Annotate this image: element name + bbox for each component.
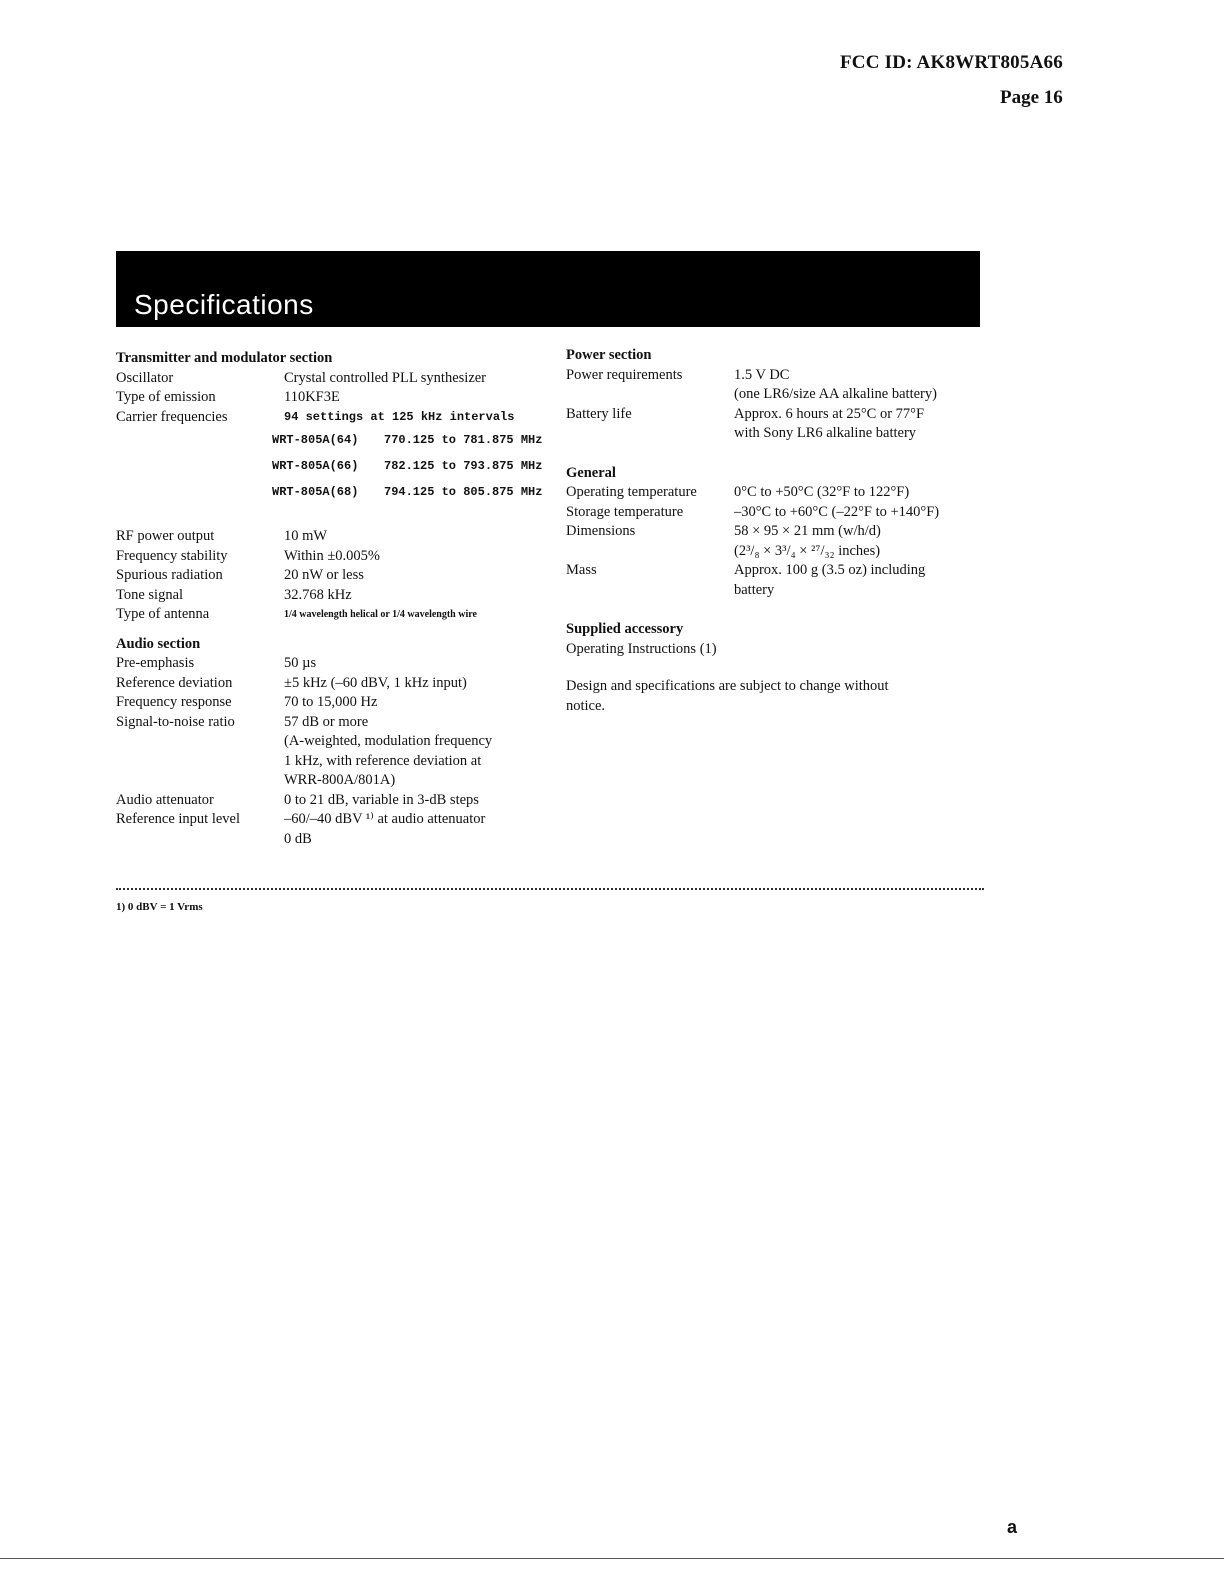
spec-label: Type of antenna bbox=[116, 606, 210, 622]
notice-line: Design and specifications are subject to change without bbox=[566, 678, 889, 694]
spec-label: Type of emission bbox=[116, 389, 216, 405]
spec-row-preemphasis bbox=[116, 654, 566, 674]
spec-label: Reference input level bbox=[116, 811, 240, 827]
spec-row-emission bbox=[116, 388, 566, 408]
spec-value: 110KF3E bbox=[284, 389, 340, 405]
spec-label: Oscillator bbox=[116, 369, 174, 386]
spec-label: Signal-to-noise ratio bbox=[116, 713, 235, 730]
spec-row-op-temp bbox=[566, 483, 986, 503]
spec-label: Storage temperature bbox=[566, 503, 684, 520]
mass-line: Approx. 100 g (3.5 oz) including bbox=[734, 562, 926, 578]
corner-mark: a bbox=[1007, 1517, 1018, 1537]
spec-row-power-req bbox=[566, 366, 986, 405]
carrier-model-row bbox=[116, 479, 566, 505]
ref-input-line: –60/–40 dBV ¹⁾ at audio attenuator bbox=[284, 811, 486, 827]
spec-label: Operating temperature bbox=[566, 484, 697, 500]
fcc-id: FCC ID: AK8WRT805A66 bbox=[840, 52, 1063, 73]
spec-label: Spurious radiation bbox=[116, 567, 223, 583]
model-range: 782.125 to 793.875 MHz bbox=[384, 459, 543, 473]
spec-row-rf-power bbox=[116, 527, 566, 547]
spec-value: 0 to 21 dB, variable in 3-dB steps bbox=[284, 791, 479, 808]
spec-value: 20 nW or less bbox=[284, 567, 364, 583]
spec-label: Mass bbox=[566, 562, 597, 578]
model-name: WRT-805A(64) bbox=[272, 433, 359, 447]
spec-value bbox=[734, 561, 986, 600]
spec-label: Power requirements bbox=[566, 366, 683, 383]
spec-row-antenna bbox=[116, 605, 566, 625]
snr-line: 57 dB or more bbox=[284, 713, 369, 730]
spec-value bbox=[734, 366, 986, 405]
spec-row-snr bbox=[116, 713, 566, 791]
dimensions-line: 58 × 95 × 21 mm (w/h/d) bbox=[734, 523, 881, 539]
model-name: WRT-805A(68) bbox=[272, 485, 359, 499]
model-range: 794.125 to 805.875 MHz bbox=[384, 485, 543, 499]
power-line: (one LR6/size AA alkaline battery) bbox=[734, 386, 937, 402]
spec-label: Reference deviation bbox=[116, 674, 233, 691]
battery-line: Approx. 6 hours at 25°C or 77°F bbox=[734, 405, 925, 422]
spec-value: 1/4 wavelength helical or 1/4 wavelength wire bbox=[284, 609, 477, 620]
spec-value: 32.768 kHz bbox=[284, 586, 352, 603]
spec-row-attenuator bbox=[116, 791, 566, 811]
spec-label: Battery life bbox=[566, 405, 632, 422]
spec-value: 70 to 15,000 Hz bbox=[284, 694, 378, 710]
carrier-model-row bbox=[116, 453, 566, 479]
spec-label: RF power output bbox=[116, 528, 215, 544]
accessory-item: Operating Instructions (1) bbox=[566, 640, 717, 657]
model-range: 770.125 to 781.875 MHz bbox=[384, 433, 543, 447]
spec-row-dimensions bbox=[566, 522, 986, 561]
accessory-heading: Supplied accessory bbox=[566, 621, 684, 637]
power-line: 1.5 V DC bbox=[734, 366, 790, 383]
spec-row-carrier bbox=[116, 408, 566, 428]
left-column bbox=[116, 349, 566, 849]
spec-row-oscillator bbox=[116, 369, 566, 389]
spec-row-freq-stability bbox=[116, 547, 566, 567]
spec-value: 50 µs bbox=[284, 655, 317, 671]
spec-row-battery bbox=[566, 405, 986, 444]
spec-label: Dimensions bbox=[566, 523, 636, 539]
spec-row-tone bbox=[116, 586, 566, 606]
change-notice bbox=[566, 677, 986, 716]
spec-label: Carrier frequencies bbox=[116, 408, 228, 425]
spec-value bbox=[284, 810, 566, 849]
spec-row-ref-deviation bbox=[116, 674, 566, 694]
spec-label: Audio attenuator bbox=[116, 791, 214, 808]
page-title: Specifications bbox=[134, 289, 314, 320]
spec-value: 94 settings at 125 kHz intervals bbox=[284, 409, 515, 424]
spec-value: 0°C to +50°C (32°F to 122°F) bbox=[734, 484, 910, 500]
spec-value bbox=[734, 522, 986, 561]
spec-value bbox=[284, 713, 566, 791]
power-heading: Power section bbox=[566, 347, 652, 363]
ref-input-line: 0 dB bbox=[284, 830, 312, 847]
right-column bbox=[566, 346, 986, 716]
footnote: 1) 0 dBV = 1 Vrms bbox=[116, 901, 203, 913]
snr-line: WRR-800A/801A) bbox=[284, 772, 396, 788]
transmitter-heading: Transmitter and modulator section bbox=[116, 350, 333, 366]
bottom-rule bbox=[0, 1558, 1224, 1559]
spec-label: Pre-emphasis bbox=[116, 655, 195, 671]
snr-line: (A-weighted, modulation frequency bbox=[284, 733, 493, 749]
carrier-model-row bbox=[116, 427, 566, 453]
spec-value: Within ±0.005% bbox=[284, 547, 380, 564]
specifications-banner bbox=[116, 251, 980, 327]
spec-row-storage-temp bbox=[566, 503, 986, 523]
footnote-divider bbox=[116, 888, 984, 890]
general-heading: General bbox=[566, 464, 616, 481]
spec-row-mass bbox=[566, 561, 986, 600]
spec-row-spurious bbox=[116, 566, 566, 586]
page-number: Page 16 bbox=[1000, 87, 1063, 108]
spec-value: Crystal controlled PLL synthesizer bbox=[284, 369, 487, 386]
spec-label: Tone signal bbox=[116, 586, 184, 603]
dimensions-line: (2³/₈ × 3³/₄ × ²⁷/₃₂ inches) bbox=[734, 542, 881, 559]
spec-value bbox=[734, 405, 986, 444]
spec-value: –30°C to +60°C (–22°F to +140°F) bbox=[734, 503, 940, 520]
notice-line: notice. bbox=[566, 697, 606, 714]
mass-line: battery bbox=[734, 581, 775, 598]
battery-line: with Sony LR6 alkaline battery bbox=[734, 425, 917, 441]
snr-line: 1 kHz, with reference deviation at bbox=[284, 752, 482, 769]
spec-label: Frequency response bbox=[116, 694, 232, 710]
audio-heading: Audio section bbox=[116, 635, 201, 652]
spec-value: ±5 kHz (–60 dBV, 1 kHz input) bbox=[284, 674, 467, 691]
spec-row-freq-response bbox=[116, 693, 566, 713]
spec-row-ref-input bbox=[116, 810, 566, 849]
spec-value: 10 mW bbox=[284, 528, 328, 544]
model-name: WRT-805A(66) bbox=[272, 459, 359, 473]
spec-label: Frequency stability bbox=[116, 547, 228, 564]
